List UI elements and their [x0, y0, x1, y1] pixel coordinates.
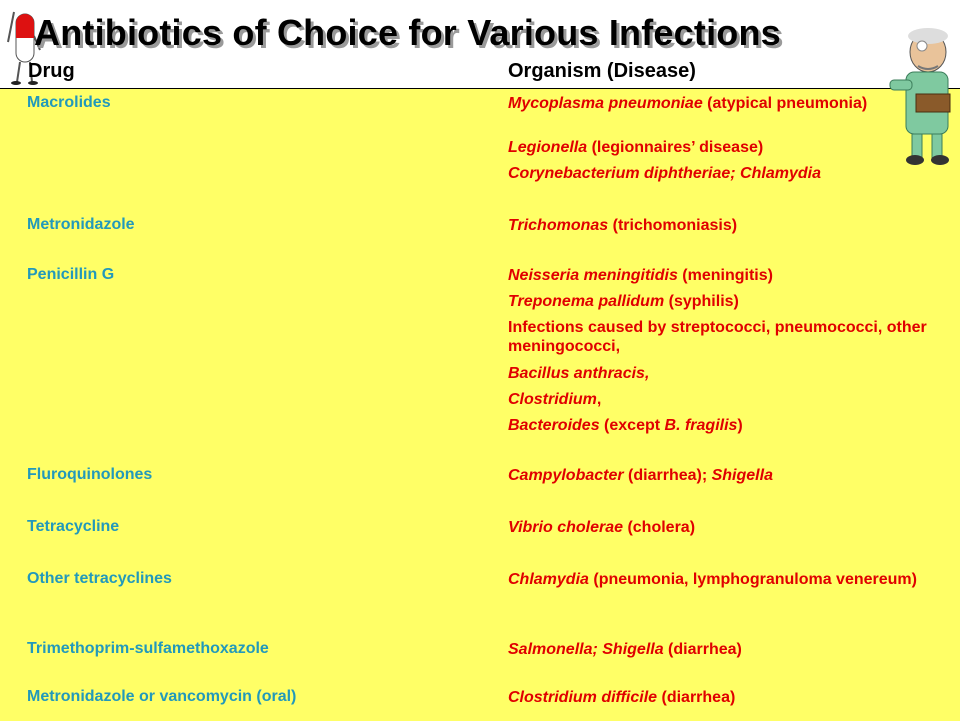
organism-note: (cholera)	[623, 519, 696, 536]
drug-metronidazole: Metronidazole	[27, 216, 135, 233]
organism-note: )	[737, 417, 743, 434]
organism-name: Chlamydia	[508, 571, 589, 588]
organism-entry	[508, 518, 948, 537]
organism-name: Vibrio cholerae	[508, 519, 623, 536]
organism-entry	[508, 364, 948, 383]
organism-name: Legionella	[508, 139, 588, 156]
organism-name: Bacillus anthracis,	[508, 365, 650, 382]
organism-name: Shigella	[711, 467, 773, 484]
organism-name: Mycoplasma pneumoniae	[508, 95, 703, 112]
drug-metronidazole-or-vancomycin: Metronidazole or vancomycin (oral)	[27, 688, 297, 705]
organism-note: (legionnaires’ disease)	[587, 139, 764, 156]
organism-name: Clostridium	[508, 391, 597, 408]
organism-name: Salmonella; Shigella	[508, 641, 664, 658]
organism-note: (diarrhea);	[623, 467, 712, 484]
organism-name: Treponema pallidum	[508, 293, 665, 310]
organism-name: Clostridium difficile	[508, 689, 658, 706]
organism-entry	[508, 416, 948, 435]
drug-macrolides: Macrolides	[27, 94, 111, 111]
organism-note: (diarrhea)	[657, 689, 736, 706]
drug-tetracycline: Tetracycline	[27, 518, 120, 535]
organism-name: Bacteroides	[508, 417, 600, 434]
organism-note: (syphilis)	[664, 293, 739, 310]
organism-entry	[508, 138, 948, 157]
organism-name: Neisseria meningitidis	[508, 267, 678, 284]
organism-entry	[508, 390, 948, 409]
organism-note: (pneumonia, lymphogranuloma venereum)	[588, 571, 917, 588]
organism-name: Trichomonas	[508, 217, 609, 234]
organism-note: Infections caused by streptococci, pneumococci, other meningococci,	[508, 319, 927, 355]
organism-entry	[508, 570, 948, 589]
drug-other-tetracyclines: Other tetracyclines	[27, 570, 172, 587]
organism-entry	[508, 640, 948, 659]
organism-name: Campylobacter	[508, 467, 624, 484]
drug-trimethoprim-sulfamethoxazole: Trimethoprim-sulfamethoxazole	[27, 640, 269, 657]
organism-note: (atypical pneumonia)	[702, 95, 868, 112]
organism-entry	[508, 216, 948, 235]
drug-fluroquinolones: Fluroquinolones	[27, 466, 153, 483]
organism-entry	[508, 688, 948, 707]
organism-entry	[508, 164, 948, 183]
organism-note: (diarrhea)	[663, 641, 742, 658]
column-header-drug: Drug	[28, 60, 75, 82]
organism-note: (meningitis)	[677, 267, 773, 284]
organism-entry	[508, 266, 948, 285]
organism-entry	[508, 466, 948, 485]
organism-name: Corynebacterium diphtheriae; Chlamydia	[508, 165, 821, 182]
page-title: Antibiotics of Choice for Various Infections	[34, 12, 781, 53]
drug-penicillin-g: Penicillin G	[27, 266, 115, 283]
column-header-organism: Organism (Disease)	[508, 60, 696, 82]
organism-entry	[508, 94, 948, 113]
organism-note: (except	[599, 417, 665, 434]
organism-entry	[508, 318, 948, 356]
organism-name: B. fragilis	[664, 417, 738, 434]
organism-note: (trichomoniasis)	[608, 217, 738, 234]
organism-note: ,	[596, 391, 602, 408]
organism-entry	[508, 292, 948, 311]
